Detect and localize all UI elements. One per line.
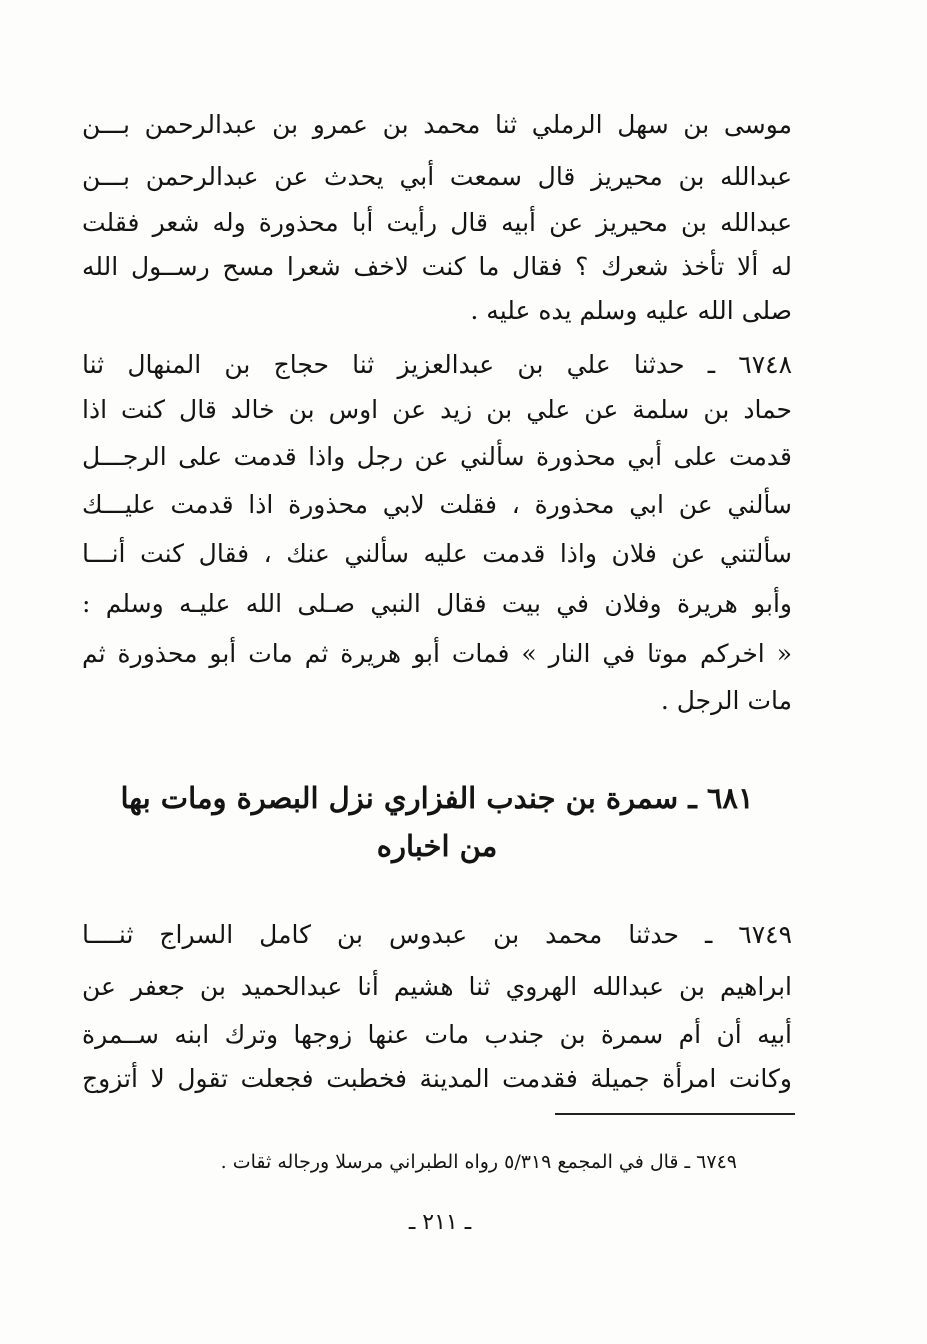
section-heading-subline: من اخباره (376, 829, 498, 863)
page-number: ـ ٢١١ ـ (408, 1210, 472, 1235)
text-line: سألني عن ابي محذورة ، فقلت لابي محذورة اذا قدمت عليـــك (82, 490, 792, 519)
text-line: عبدالله بن محيريز عن أبيه قال رأيت أبا محذورة وله شعر فقلت (82, 208, 792, 237)
text-line: ٦٧٤٨ ـ حدثنا علي بن عبدالعزيز ثنا حجاج بن المنهال ثنا (82, 350, 792, 379)
text-line: عبدالله بن محيريز قال سمعت أبي يحدث عن عبدالرحمن بـــن (82, 162, 792, 191)
text-line: حماد بن سلمة عن علي بن زيد عن اوس بن خالد قال كنت اذا (82, 395, 792, 424)
section-heading: ٦٨١ ـ سمرة بن جندب الفزاري نزل البصرة ومات بها (120, 781, 754, 815)
text-line: مات الرجل . (660, 686, 792, 715)
text-line: ٦٧٤٩ ـ حدثنا محمد بن عبدوس بن كامل السراج ثنــــا (82, 920, 792, 949)
text-line: « اخركم موتا في النار » فمات أبو هريرة ثم مات أبو محذورة ثم (82, 639, 792, 668)
footnote: ٦٧٤٩ ـ قال في المجمع ٥/٣١٩ رواه الطبراني مرسلا ورجاله ثقات . (220, 1151, 737, 1173)
text-line: ابراهيم بن عبدالله الهروي ثنا هشيم أنا عبدالحميد بن جعفر عن (82, 972, 792, 1001)
text-line: وكانت امرأة جميلة فقدمت المدينة فخطبت فجعلت تقول لا أتزوج (82, 1064, 792, 1093)
text-line: قدمت على أبي محذورة سألني عن رجل واذا قدمت على الرجـــل (82, 442, 792, 471)
text-line: وأبو هريرة وفلان في بيت فقال النبي صـلى الله عليـه وسلم : (82, 589, 792, 618)
text-line: صلى الله عليه وسلم يده عليه . (470, 296, 792, 325)
text-line: سألتني عن فلان واذا قدمت عليه سألني عنك ، فقال كنت أنـــا (82, 539, 792, 568)
text-line: موسى بن سهل الرملي ثنا محمد بن عمرو بن عبدالرحمن بـــن (82, 110, 792, 139)
footnote-separator (555, 1113, 795, 1115)
text-line: أبيه أن أم سمرة بن جندب مات عنها زوجها وترك ابنه ســمرة (82, 1020, 792, 1049)
text-line: له ألا تأخذ شعرك ؟ فقال ما كنت لاخف شعرا مسح رســول الله (82, 252, 792, 281)
